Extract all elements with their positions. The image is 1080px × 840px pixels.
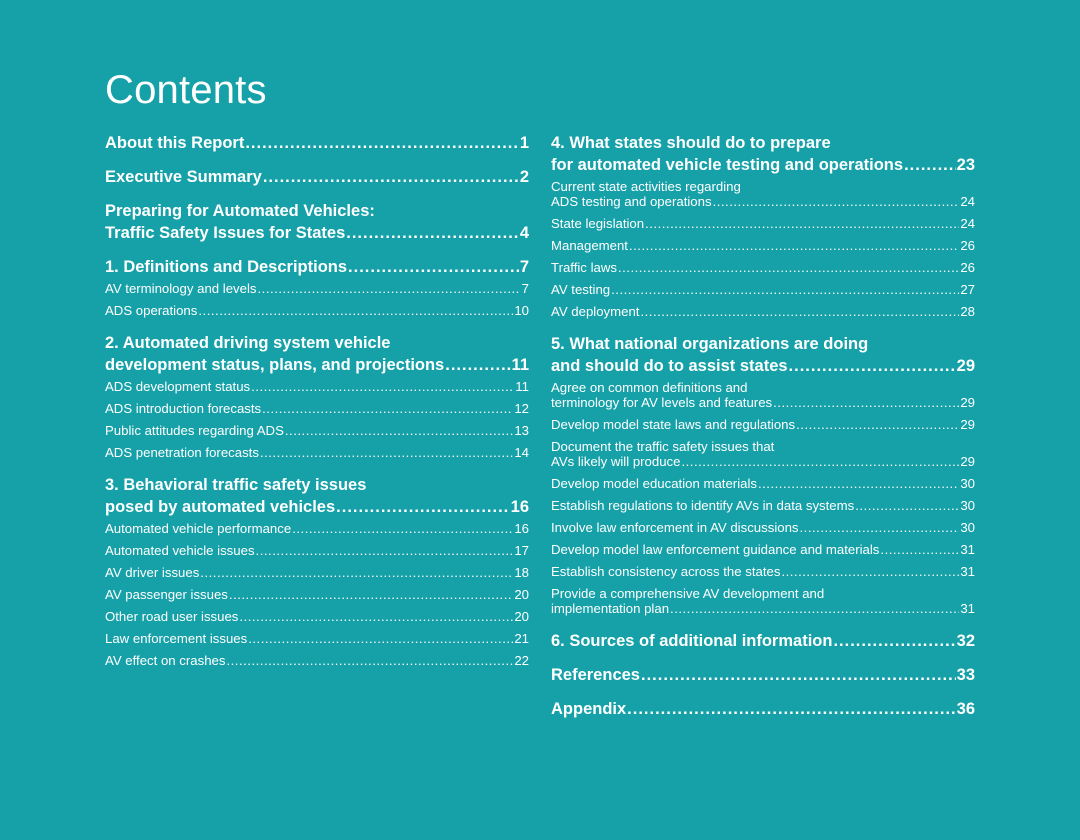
toc-entry-title-line: Agree on common definitions and <box>551 380 748 395</box>
toc-page-number: 31 <box>960 601 975 616</box>
toc-entry-title: terminology for AV levels and features <box>551 395 773 410</box>
toc-section-entry[interactable] <box>105 332 529 376</box>
toc-entry-title: Other road user issues <box>105 609 239 624</box>
toc-page-number: 24 <box>960 194 975 209</box>
toc-subsection-entry[interactable] <box>105 303 529 318</box>
toc-entry-title: ADS introduction forecasts <box>105 401 262 416</box>
dot-leader <box>258 281 521 296</box>
toc-page-number: 10 <box>514 303 529 318</box>
toc-subsection-entry[interactable] <box>551 216 975 231</box>
dot-leader <box>226 653 513 668</box>
toc-entry-title: About this Report <box>105 134 245 152</box>
toc-entry-title: AV driver issues <box>105 565 200 580</box>
dot-leader <box>346 222 519 244</box>
toc-page-number: 29 <box>960 454 975 469</box>
toc-section-entry[interactable] <box>551 698 975 720</box>
toc-subsection-entry[interactable] <box>105 401 529 416</box>
toc-entry-title: Establish regulations to identify AVs in data systems <box>551 498 855 513</box>
toc-page-number: 24 <box>960 216 975 231</box>
toc-column-left <box>105 132 529 668</box>
toc-entry-title: Executive Summary <box>105 168 262 186</box>
dot-leader <box>198 303 513 318</box>
toc-page-number: 29 <box>960 395 975 410</box>
page-title: Contents <box>105 68 267 112</box>
toc-entry-title-line: Provide a comprehensive AV development and <box>551 586 825 601</box>
toc-subsection-entry[interactable] <box>551 520 975 535</box>
toc-page-number: 30 <box>960 498 975 513</box>
dot-leader <box>611 282 959 297</box>
toc-page-number: 28 <box>960 304 975 319</box>
toc-section-entry[interactable] <box>105 132 529 154</box>
toc-page-number: 2 <box>519 168 529 186</box>
dot-leader <box>239 609 513 624</box>
toc-page-number: 22 <box>514 653 529 668</box>
dot-leader <box>229 587 513 602</box>
toc-page-number: 20 <box>514 587 529 602</box>
toc-subsection-entry[interactable] <box>551 417 975 432</box>
toc-entry-title: ADS testing and operations <box>551 194 712 209</box>
dot-leader <box>670 601 959 616</box>
toc-page-number: 33 <box>956 666 975 684</box>
toc-page-number: 18 <box>514 565 529 580</box>
toc-section-entry[interactable] <box>551 664 975 686</box>
toc-subsection-entry[interactable] <box>551 260 975 275</box>
toc-page-number: 7 <box>519 258 529 276</box>
toc-page-number: 20 <box>514 609 529 624</box>
toc-entry-title: ADS development status <box>105 379 251 394</box>
toc-subsection-entry[interactable] <box>551 476 975 491</box>
toc-section-entry[interactable] <box>105 200 529 244</box>
dot-leader <box>713 194 960 209</box>
toc-subsection-entry[interactable] <box>105 631 529 646</box>
dot-leader <box>833 630 955 652</box>
dot-leader <box>336 496 509 518</box>
dot-leader <box>285 423 513 438</box>
toc-page-number: 12 <box>514 401 529 416</box>
toc-entry-title: ADS penetration forecasts <box>105 445 259 460</box>
toc-subsection-entry[interactable] <box>551 498 975 513</box>
toc-subsection-entry[interactable] <box>105 609 529 624</box>
dot-leader <box>789 355 956 377</box>
toc-subsection-entry[interactable] <box>105 379 529 394</box>
toc-section-entry[interactable] <box>551 132 975 176</box>
toc-entry-title: for automated vehicle testing and operations <box>551 156 904 174</box>
toc-entry-title: 6. Sources of additional information <box>551 632 833 650</box>
toc-section-entry[interactable] <box>105 474 529 518</box>
toc-page-number: 23 <box>956 156 975 174</box>
toc-page-number: 14 <box>514 445 529 460</box>
toc-page-number: 31 <box>960 542 975 557</box>
toc-entry-title: AV deployment <box>551 304 640 319</box>
toc-entry-title: and should do to assist states <box>551 357 788 375</box>
dot-leader <box>781 564 959 579</box>
toc-entry-title: Law enforcement issues <box>105 631 248 646</box>
toc-subsection-entry[interactable] <box>551 179 975 209</box>
toc-page-number: 31 <box>960 564 975 579</box>
toc-subsection-entry[interactable] <box>105 281 529 296</box>
toc-page-number: 4 <box>519 224 529 242</box>
dot-leader <box>800 520 960 535</box>
toc-entry-title-line: Current state activities regarding <box>551 179 741 194</box>
toc-subsection-entry[interactable] <box>105 587 529 602</box>
toc-entry-title-line: Preparing for Automated Vehicles: <box>105 202 375 220</box>
toc-subsection-entry[interactable] <box>551 439 975 469</box>
toc-entry-title: implementation plan <box>551 601 670 616</box>
dot-leader <box>773 395 959 410</box>
dot-leader <box>796 417 959 432</box>
toc-entry-title-line: 5. What national organizations are doing <box>551 335 869 353</box>
toc-section-entry[interactable] <box>105 256 529 278</box>
toc-page-number: 26 <box>960 260 975 275</box>
dot-leader <box>260 445 513 460</box>
toc-subsection-entry[interactable] <box>105 445 529 460</box>
dot-leader <box>200 565 513 580</box>
dot-leader <box>251 379 514 394</box>
toc-entry-title: AV testing <box>551 282 611 297</box>
toc-entry-title: Develop model law enforcement guidance and materials <box>551 542 880 557</box>
toc-page-number: 17 <box>514 543 529 558</box>
toc-entry-title: Automated vehicle issues <box>105 543 255 558</box>
toc-page-number: 11 <box>515 379 529 394</box>
dot-leader <box>629 238 959 253</box>
toc-page-number: 30 <box>960 476 975 491</box>
toc-page-number: 1 <box>519 134 529 152</box>
toc-entry-title: Appendix <box>551 700 627 718</box>
dot-leader <box>758 476 959 491</box>
toc-entry-title-line: 2. Automated driving system vehicle <box>105 334 391 352</box>
toc-section-entry[interactable] <box>105 166 529 188</box>
toc-entry-title: Traffic laws <box>551 260 617 275</box>
toc-page-number: 36 <box>956 700 975 718</box>
dot-leader <box>262 401 513 416</box>
toc-page-number: 11 <box>511 356 529 374</box>
dot-leader <box>256 543 514 558</box>
toc-entry-title: AV terminology and levels <box>105 281 257 296</box>
toc-page-number: 16 <box>514 521 529 536</box>
toc-entry-title: Develop model education materials <box>551 476 757 491</box>
dot-leader <box>640 304 959 319</box>
toc-entry-title: Management <box>551 238 628 253</box>
toc-entry-title: 1. Definitions and Descriptions <box>105 258 348 276</box>
dot-leader <box>248 631 513 646</box>
toc-entry-title: Public attitudes regarding ADS <box>105 423 284 438</box>
dot-leader <box>855 498 959 513</box>
toc-subsection-entry[interactable] <box>105 565 529 580</box>
dot-leader <box>445 354 510 376</box>
dot-leader <box>627 698 955 720</box>
toc-entry-title: Develop model state laws and regulations <box>551 417 796 432</box>
dot-leader <box>645 216 959 231</box>
toc-section-entry[interactable] <box>551 630 975 652</box>
toc-page-number: 30 <box>960 520 975 535</box>
toc-column-right <box>551 132 975 720</box>
toc-entry-title: Involve law enforcement in AV discussions <box>551 520 799 535</box>
dot-leader <box>618 260 959 275</box>
toc-subsection-entry[interactable] <box>105 423 529 438</box>
toc-page-number: 13 <box>514 423 529 438</box>
dot-leader <box>880 542 959 557</box>
toc-entry-title-line: 3. Behavioral traffic safety issues <box>105 476 367 494</box>
toc-subsection-entry[interactable] <box>551 238 975 253</box>
toc-page-number: 26 <box>960 238 975 253</box>
toc-entry-title: Traffic Safety Issues for States <box>105 224 346 242</box>
dot-leader <box>904 154 956 176</box>
toc-page-number: 27 <box>960 282 975 297</box>
dot-leader <box>292 521 513 536</box>
dot-leader <box>641 664 956 686</box>
toc-page-number: 7 <box>521 281 529 296</box>
toc-subsection-entry[interactable] <box>551 282 975 297</box>
toc-entry-title: AVs likely will produce <box>551 454 681 469</box>
toc-entry-title: State legislation <box>551 216 645 231</box>
dot-leader <box>245 132 518 154</box>
toc-section-entry[interactable] <box>551 333 975 377</box>
toc-subsection-entry[interactable] <box>105 521 529 536</box>
toc-subsection-entry[interactable] <box>551 542 975 557</box>
toc-entry-title: Establish consistency across the states <box>551 564 781 579</box>
toc-subsection-entry[interactable] <box>105 653 529 668</box>
toc-entry-title: development status, plans, and projections <box>105 356 445 374</box>
toc-subsection-entry[interactable] <box>551 564 975 579</box>
toc-subsection-entry[interactable] <box>551 380 975 410</box>
toc-subsection-entry[interactable] <box>551 304 975 319</box>
toc-page-number: 29 <box>960 417 975 432</box>
toc-entry-title: Automated vehicle performance <box>105 521 292 536</box>
toc-entry-title-line: Document the traffic safety issues that <box>551 439 775 454</box>
toc-page-number: 21 <box>514 631 529 646</box>
toc-page-number: 16 <box>510 498 529 516</box>
dot-leader <box>348 256 519 278</box>
dot-leader <box>681 454 959 469</box>
toc-page-number: 29 <box>956 357 975 375</box>
toc-subsection-entry[interactable] <box>105 543 529 558</box>
dot-leader <box>263 166 519 188</box>
toc-page-number: 32 <box>956 632 975 650</box>
toc-entry-title: posed by automated vehicles <box>105 498 336 516</box>
toc-entry-title: AV passenger issues <box>105 587 228 602</box>
toc-entry-title-line: 4. What states should do to prepare <box>551 134 831 152</box>
toc-entry-title: ADS operations <box>105 303 198 318</box>
toc-subsection-entry[interactable] <box>551 586 975 616</box>
toc-entry-title: References <box>551 666 640 684</box>
toc-entry-title: AV effect on crashes <box>105 653 226 668</box>
